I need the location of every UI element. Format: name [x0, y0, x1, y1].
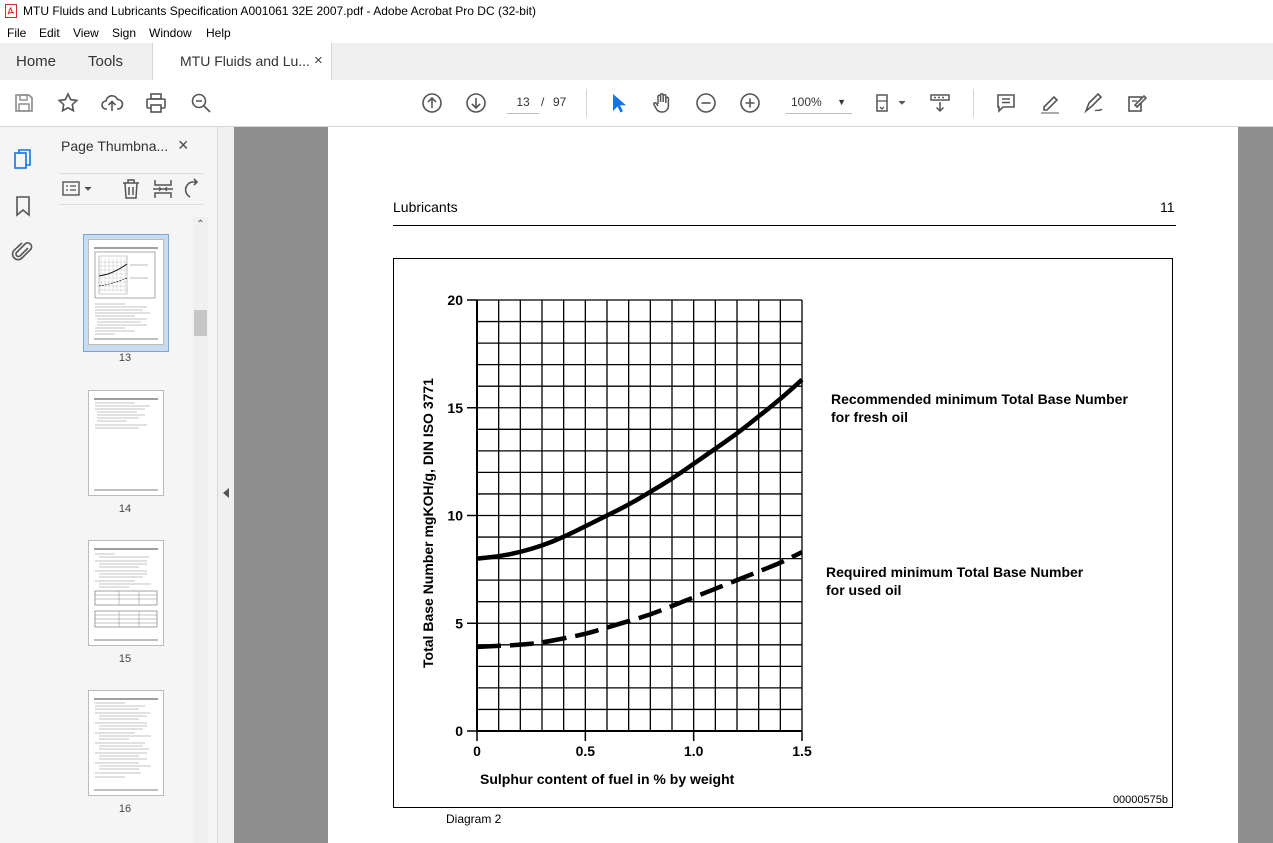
page-separator: / — [541, 95, 545, 109]
highlight-pen-icon[interactable] — [1038, 91, 1062, 115]
zoom-in-icon[interactable] — [738, 91, 762, 115]
tab-home[interactable]: Home — [16, 53, 57, 70]
thumbnail-scrollbar[interactable] — [193, 217, 208, 843]
title-bar — [0, 0, 1273, 23]
series-line-used-oil — [477, 552, 802, 647]
menu-edit[interactable]: Edit — [39, 26, 60, 40]
thumbnail-page-number: 14 — [118, 503, 132, 515]
page-thumbnails-icon[interactable] — [11, 147, 35, 171]
series-label-used-oil-line1: Required minimum Total Base Number — [826, 564, 1084, 580]
y-tick-label: 20 — [447, 292, 463, 308]
x-tick-label: 0 — [473, 743, 481, 759]
fill-sign-icon[interactable] — [1126, 91, 1150, 115]
sign-pen-icon[interactable] — [1082, 91, 1106, 115]
x-tick-label: 1.5 — [792, 743, 812, 759]
next-page-icon[interactable] — [464, 91, 488, 115]
pdf-page — [328, 127, 1238, 843]
y-axis-label: Total Base Number mgKOH/g, DIN ISO 3771 — [420, 378, 436, 668]
page-fit-icon[interactable] — [872, 91, 908, 115]
chart-grid — [477, 300, 802, 731]
window-title: MTU Fluids and Lubricants Specification A001061 32E 2007.pdf - Adobe Acrobat Pro DC (32-bit) — [23, 4, 536, 18]
panel-collapse-handle[interactable] — [217, 127, 235, 843]
tab-close-icon[interactable]: × — [314, 52, 323, 69]
thumbnail-list — [45, 217, 195, 843]
diagram-frame — [393, 258, 1173, 808]
header-rule — [393, 225, 1176, 226]
toolbar — [0, 80, 1273, 127]
page-header-section: Lubricants — [393, 199, 458, 215]
save-icon[interactable] — [12, 91, 36, 115]
y-tick-label: 0 — [455, 723, 463, 739]
series-line-fresh-oil — [477, 380, 802, 559]
tab-tools[interactable]: Tools — [88, 53, 124, 70]
panel-title: Page Thumbna... — [61, 138, 169, 154]
tab-document[interactable] — [152, 43, 332, 80]
thumbnail-page-number: 16 — [118, 803, 132, 815]
series-label-fresh-oil-line2: for fresh oil — [831, 409, 909, 425]
thumbnail-preview — [89, 240, 163, 344]
attachment-paperclip-icon[interactable] — [11, 240, 35, 264]
thumbnail-page[interactable] — [88, 390, 164, 496]
y-tick-label: 10 — [447, 507, 463, 524]
thumbnail-page-number: 15 — [118, 653, 132, 665]
x-tick-label: 0.5 — [575, 743, 596, 759]
chart-axes — [447, 292, 812, 759]
thumbnail-options-icon[interactable] — [61, 177, 97, 201]
rotate-page-icon[interactable] — [181, 177, 205, 201]
zoom-search-icon[interactable] — [189, 91, 213, 115]
toolbar-divider — [973, 89, 974, 117]
thumbnail-page[interactable] — [88, 690, 164, 796]
menu-window[interactable]: Window — [149, 26, 192, 40]
previous-page-icon[interactable] — [420, 91, 444, 115]
left-navigation-rail — [0, 127, 46, 843]
tab-bar — [0, 43, 1273, 81]
chart-series — [477, 380, 802, 647]
panel-toolbar — [59, 173, 203, 205]
thumbnail-page[interactable] — [88, 239, 164, 345]
scrollbar-thumb[interactable] — [194, 310, 207, 336]
scroll-mode-icon[interactable] — [928, 91, 952, 115]
x-axis-label: Sulphur content of fuel in % by weight — [480, 771, 735, 787]
zoom-level-value: 100% — [791, 95, 822, 109]
document-scrollbar[interactable] — [1239, 127, 1273, 843]
star-icon[interactable] — [56, 91, 80, 115]
thumbnail-page[interactable] — [88, 540, 164, 646]
thumbnail-preview — [89, 541, 163, 645]
menu-bar — [0, 23, 1273, 43]
hand-tool-icon[interactable] — [650, 91, 674, 115]
zoom-out-icon[interactable] — [694, 91, 718, 115]
menu-file[interactable]: File — [7, 26, 27, 40]
x-tick-label: 1.0 — [683, 743, 704, 759]
menu-view[interactable]: View — [73, 26, 99, 40]
extract-page-icon[interactable] — [151, 177, 175, 201]
page-number-input[interactable]: 13 — [507, 91, 539, 114]
menu-help[interactable]: Help — [206, 26, 231, 40]
panel-close-icon[interactable]: × — [178, 135, 189, 155]
series-label-used-oil-line2: for used oil — [826, 582, 902, 598]
page-header-number: 11 — [1160, 199, 1175, 215]
thumbnail-page-number: 13 — [118, 352, 132, 364]
thumbnail-preview — [89, 691, 163, 795]
acrobat-logo-icon — [5, 4, 17, 18]
menu-sign[interactable]: Sign — [112, 26, 137, 40]
thumbnail-preview — [89, 391, 163, 495]
document-view[interactable] — [234, 127, 1273, 843]
toolbar-divider — [586, 89, 587, 117]
delete-page-trash-icon[interactable] — [119, 177, 143, 201]
chevron-down-icon: ▼ — [837, 97, 846, 107]
series-label-fresh-oil-line1: Recommended minimum Total Base Number — [831, 391, 1128, 407]
page-total: 97 — [553, 95, 567, 109]
y-tick-label: 15 — [447, 399, 463, 416]
tbn-chart — [394, 259, 1172, 807]
upload-cloud-icon[interactable] — [100, 91, 124, 115]
comment-icon[interactable] — [994, 91, 1018, 115]
print-icon[interactable] — [144, 91, 168, 115]
scroll-up-icon[interactable]: ⌃ — [196, 219, 205, 230]
bookmark-icon[interactable] — [11, 194, 35, 218]
select-cursor-icon[interactable] — [606, 91, 630, 115]
collapse-arrow-icon — [218, 487, 235, 499]
diagram-caption: Diagram 2 — [446, 812, 502, 826]
figure-id: 00000575b — [1112, 794, 1168, 806]
zoom-level-select[interactable] — [786, 91, 852, 114]
y-tick-label: 5 — [455, 615, 463, 632]
tab-document-label: MTU Fluids and Lu... — [180, 53, 310, 69]
